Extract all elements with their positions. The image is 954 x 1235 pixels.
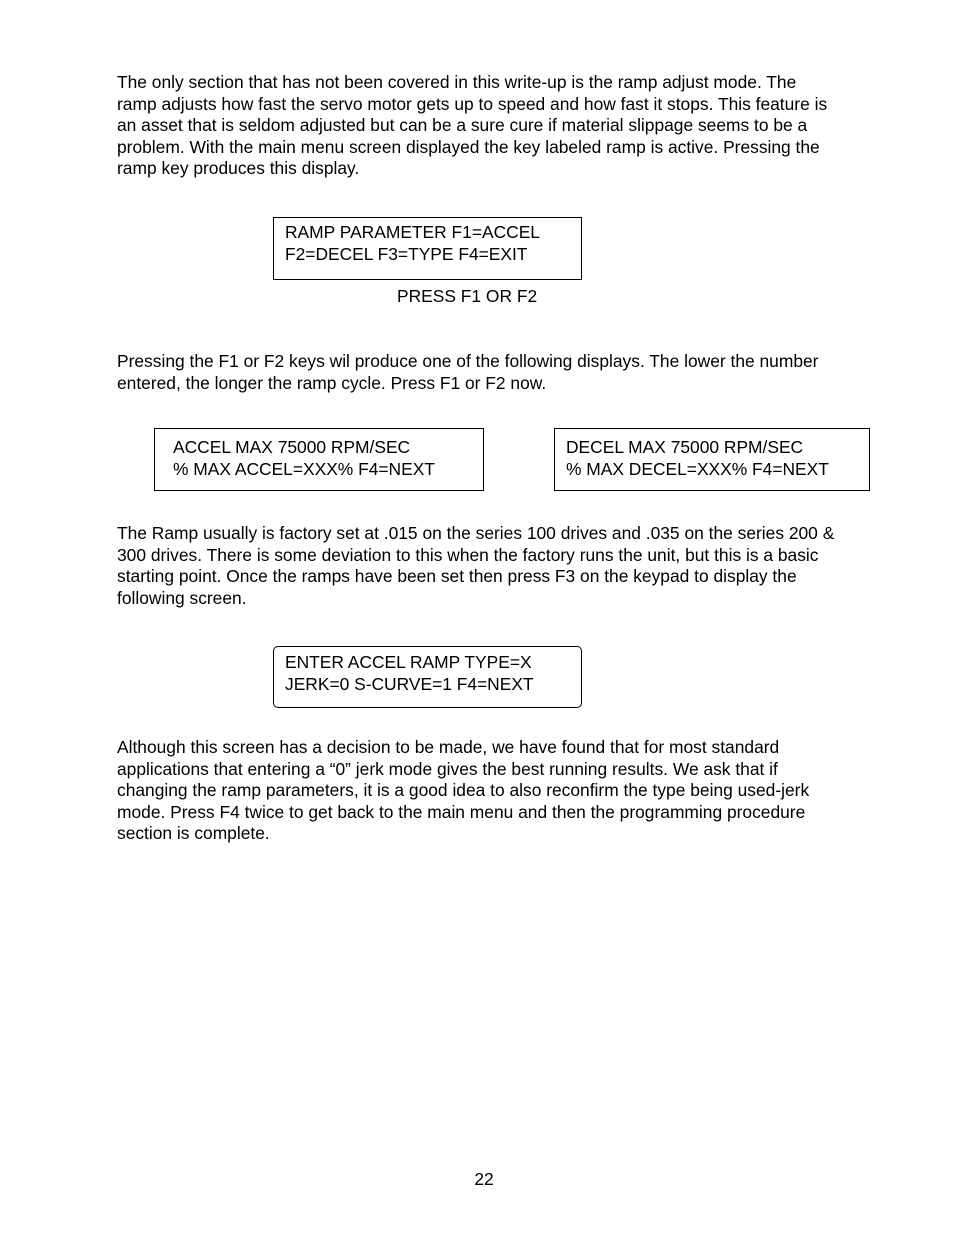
accel-display <box>154 428 484 491</box>
ramp-parameter-line-2: F2=DECEL F3=TYPE F4=EXIT <box>285 243 528 264</box>
accel-line-2: % MAX ACCEL=XXX% F4=NEXT <box>173 458 435 479</box>
ramp-parameter-display <box>273 217 582 280</box>
decel-display <box>554 428 870 491</box>
page-number: 22 <box>474 1169 494 1189</box>
decel-line-1: DECEL MAX 75000 RPM/SEC <box>566 437 804 457</box>
ramp-type-line-1: ENTER ACCEL RAMP TYPE=X <box>285 652 532 672</box>
factory-paragraph: The Ramp usually is factory set at .015 on the series 100 drives and .035 on the series 200 & 300 drives. There is some deviation to this when the factory runs the unit, but this is a basic starting point. Once the ramps have been set then press F3 on the keypad to display the following screen. <box>117 523 835 608</box>
ramp-type-line-2: JERK=0 S-CURVE=1 F4=NEXT <box>285 673 534 694</box>
ramp-parameter-line-1: RAMP PARAMETER F1=ACCEL <box>285 222 540 242</box>
decel-line-2: % MAX DECEL=XXX% F4=NEXT <box>566 458 829 479</box>
f1-f2-paragraph: Pressing the F1 or F2 keys wil produce one of the following displays. The lower the number entered, the longer the ramp cycle. Press F1 or F2 now. <box>117 351 819 393</box>
press-f1-or-f2-caption: PRESS F1 OR F2 <box>397 286 538 306</box>
ramp-type-display <box>273 646 582 708</box>
intro-paragraph: The only section that has not been covered in this write-up is the ramp adjust mode. The ramp adjusts how fast the servo motor gets up to speed and how fast it stops. This feature is an asset that is seldom adjusted but can be a sure cure if material slippage seems to be a problem. With the main menu screen displayed the key labeled ramp is active. Pressing the ramp key produces this display. <box>117 72 828 178</box>
closing-paragraph: Although this screen has a decision to be made, we have found that for most standard applications that entering a “0” jerk mode gives the best running results. We ask that if changing the ramp parameters, it is a good idea to also reconfirm the type being used-jerk mode. Press F4 twice to get back to the main menu and then the programming procedure section is complete. <box>117 737 810 843</box>
accel-line-1: ACCEL MAX 75000 RPM/SEC <box>173 437 411 457</box>
